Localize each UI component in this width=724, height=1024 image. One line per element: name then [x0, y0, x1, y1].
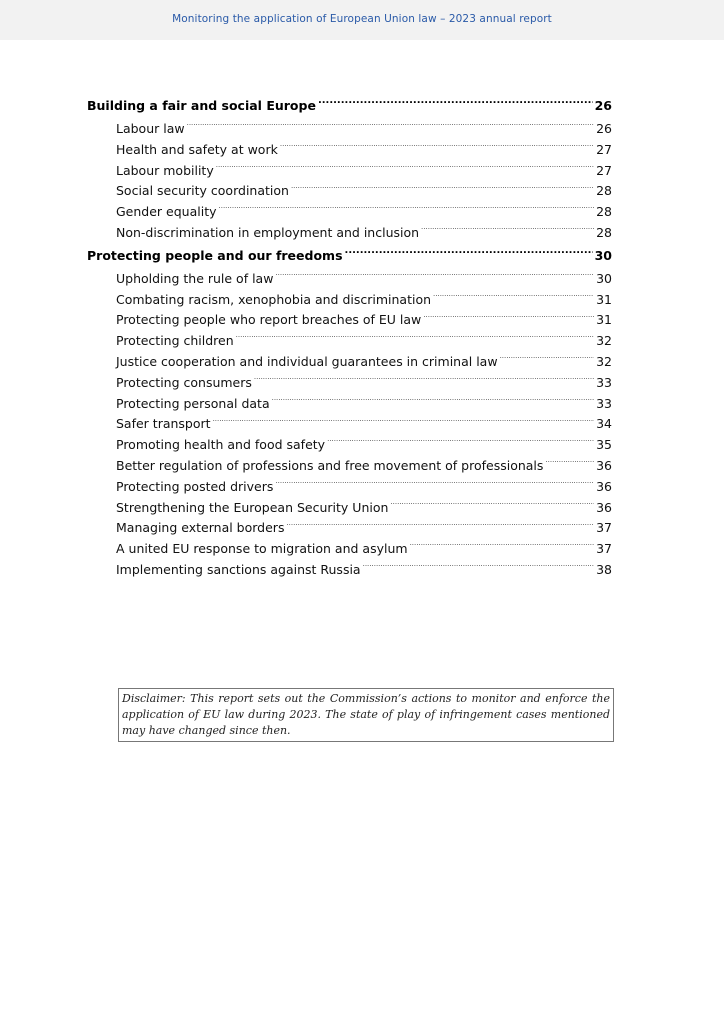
toc-entry[interactable]	[87, 373, 612, 394]
toc-entry-title: Combating racism, xenophobia and discrimination	[116, 291, 432, 307]
toc-entry-title: Non-discrimination in employment and inclusion	[116, 224, 420, 240]
toc-entry-page: 35	[596, 437, 612, 453]
toc-entry[interactable]	[87, 518, 612, 539]
toc-entry-page: 37	[596, 541, 612, 557]
toc-dot-leader	[410, 541, 595, 554]
toc-entry[interactable]	[87, 119, 612, 140]
toc-entry[interactable]	[87, 477, 612, 498]
toc-dot-leader	[390, 499, 594, 512]
page-header	[0, 0, 724, 40]
toc-entry-title: Protecting people who report breaches of EU law	[116, 312, 422, 328]
toc-section-page: 26	[594, 98, 612, 113]
toc-entry-page: 30	[596, 270, 612, 286]
table-of-contents	[87, 95, 612, 581]
toc-dot-leader	[286, 520, 594, 533]
toc-dot-leader	[280, 141, 594, 154]
toc-dot-leader	[421, 224, 594, 237]
toc-dot-leader	[291, 183, 594, 196]
toc-entry-page: 27	[596, 141, 612, 157]
toc-entry-title: Implementing sanctions against Russia	[116, 561, 361, 577]
toc-entry-title: Protecting children	[116, 333, 234, 349]
toc-entry-title: Social security coordination	[116, 183, 289, 199]
header-title: Monitoring the application of European Union law – 2023 annual report	[172, 13, 552, 25]
toc-entry-title: Health and safety at work	[116, 141, 278, 157]
toc-entry-page: 31	[596, 312, 612, 328]
toc-entry-title: Labour mobility	[116, 162, 214, 178]
toc-entry[interactable]	[87, 269, 612, 290]
toc-entry-page: 32	[596, 333, 612, 349]
toc-entry[interactable]	[87, 202, 612, 223]
toc-entry-title: Managing external borders	[116, 520, 285, 536]
toc-entry[interactable]	[87, 414, 612, 435]
toc-entry-title: Gender equality	[116, 204, 217, 220]
toc-entry-title: A united EU response to migration and asylum	[116, 541, 408, 557]
toc-entry[interactable]	[87, 181, 612, 202]
toc-entry-page: 26	[596, 121, 612, 136]
toc-section	[87, 245, 612, 581]
toc-entry-title: Labour law	[116, 121, 185, 136]
toc-dot-leader	[213, 416, 595, 429]
toc-entry-title: Justice cooperation and individual guarantees in criminal law	[116, 353, 498, 369]
toc-dot-leader	[545, 457, 594, 470]
toc-entry-page: 36	[596, 478, 612, 494]
toc-dot-leader	[275, 478, 594, 491]
toc-entry-title: Protecting personal data	[116, 395, 270, 411]
toc-dot-leader	[216, 162, 594, 175]
toc-entry-page: 36	[596, 457, 612, 473]
toc-dot-leader	[219, 204, 595, 217]
toc-entry-page: 28	[596, 183, 612, 199]
toc-dot-leader	[254, 374, 594, 387]
disclaimer-box: Disclaimer: This report sets out the Commission’s actions to monitor and enforce the application of EU law during 2023. The state of play of infringement cases mentioned may have changed since then.	[118, 688, 614, 742]
toc-entry-page: 31	[596, 291, 612, 307]
toc-section-title: Building a fair and social Europe	[87, 98, 316, 113]
toc-dot-leader	[272, 395, 594, 408]
toc-entry[interactable]	[87, 290, 612, 311]
toc-section-heading[interactable]	[87, 95, 612, 116]
toc-entry-page: 27	[596, 162, 612, 178]
toc-section	[87, 95, 612, 244]
toc-entry-page: 36	[596, 499, 612, 515]
toc-entry-title: Strengthening the European Security Union	[116, 499, 389, 515]
toc-entry[interactable]	[87, 394, 612, 415]
toc-entry[interactable]	[87, 352, 612, 373]
toc-entry[interactable]	[87, 331, 612, 352]
toc-section-heading[interactable]	[87, 245, 612, 266]
toc-dot-leader	[433, 291, 594, 304]
toc-entry-page: 34	[596, 416, 612, 432]
toc-entry[interactable]	[87, 456, 612, 477]
toc-section-title: Protecting people and our freedoms	[87, 247, 343, 263]
toc-entry-title: Protecting consumers	[116, 374, 252, 390]
toc-dot-leader	[275, 270, 594, 283]
toc-entry[interactable]	[87, 539, 612, 560]
toc-entry-title: Better regulation of professions and free movement of professionals	[116, 457, 544, 473]
toc-entry-page: 28	[596, 224, 612, 240]
toc-entry-title: Protecting posted drivers	[116, 478, 274, 494]
toc-entry[interactable]	[87, 560, 612, 581]
toc-dot-leader	[363, 561, 595, 574]
toc-dot-leader	[187, 121, 594, 134]
toc-entry-page: 33	[596, 374, 612, 390]
toc-entry-page: 32	[596, 353, 612, 369]
toc-entry-page: 33	[596, 395, 612, 411]
toc-entry-title: Promoting health and food safety	[116, 437, 326, 453]
toc-entry[interactable]	[87, 223, 612, 244]
toc-entry[interactable]	[87, 140, 612, 161]
toc-entry-title: Safer transport	[116, 416, 211, 432]
toc-entry[interactable]	[87, 161, 612, 182]
toc-entry-title: Upholding the rule of law	[116, 270, 274, 286]
toc-entry-page: 38	[596, 561, 612, 577]
toc-dot-leader	[345, 247, 593, 260]
toc-dot-leader	[500, 353, 595, 366]
toc-dot-leader	[318, 98, 593, 111]
toc-dot-leader	[327, 437, 594, 450]
toc-dot-leader	[423, 312, 594, 325]
toc-dot-leader	[236, 333, 594, 346]
toc-section-page: 30	[594, 247, 612, 263]
toc-entry[interactable]	[87, 310, 612, 331]
toc-entry[interactable]	[87, 435, 612, 456]
toc-entry[interactable]	[87, 498, 612, 519]
toc-entry-page: 37	[596, 520, 612, 536]
toc-entry-page: 28	[596, 204, 612, 220]
